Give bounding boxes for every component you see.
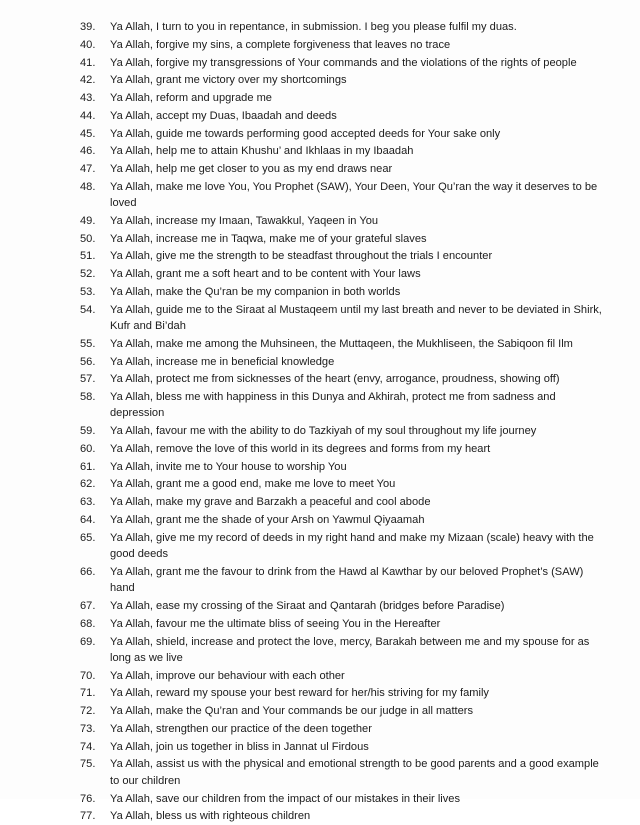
item-number: 57. (80, 373, 96, 386)
item-text: Ya Allah, grant me a soft heart and to be content with Your laws (110, 268, 421, 281)
item-text: Ya Allah, reform and upgrade me (110, 92, 272, 104)
list-item (80, 19, 610, 35)
item-text: Ya Allah, shield, increase and protect the love, mercy, Barakah between me and my spouse for as long as we live (110, 635, 590, 664)
list-item (80, 634, 610, 667)
item-text: Ya Allah, give me the strength to be steadfast throughout the trials I encounter (110, 250, 493, 263)
item-text: Ya Allah, give me my record of deeds in my right hand and make my Mizaan (scale) heavy with the good deeds (110, 531, 594, 561)
item-text: Ya Allah, guide me to the Siraat al Mustaqeem until my last breath and never to be deviated in Shirk, Kufr and Bi’dah (110, 303, 602, 333)
item-number: 51. (80, 250, 96, 263)
list-item (80, 685, 610, 701)
item-number: 69. (80, 635, 96, 648)
item-text: Ya Allah, favour me with the ability to do Tazkiyah of my soul throughout my life journey (110, 425, 537, 438)
list-item (80, 284, 610, 300)
item-number: 59. (80, 425, 96, 438)
item-number: 70. (80, 669, 96, 682)
list-item (80, 37, 610, 53)
item-text: Ya Allah, protect me from sicknesses of the heart (envy, arrogance, proudness, showing off) (110, 373, 560, 386)
list-item (80, 266, 610, 282)
dua-list (80, 19, 610, 825)
list-item (80, 72, 610, 88)
list-item (80, 126, 610, 142)
item-text: Ya Allah, invite me to Your house to worship You (110, 460, 347, 473)
item-text: Ya Allah, make me love You, You Prophet (SAW), Your Deen, Your Qu’ran the way it deserves to be loved (110, 180, 598, 210)
item-number: 74. (80, 740, 96, 753)
item-number: 43. (80, 92, 96, 104)
list-item (80, 389, 610, 422)
item-text: Ya Allah, forgive my transgressions of Your commands and the violations of the rights of people (110, 56, 577, 69)
item-number: 72. (80, 705, 96, 718)
item-text: Ya Allah, help me get closer to you as my end draws near (110, 163, 393, 175)
item-number: 65. (80, 531, 96, 544)
item-text: Ya Allah, improve our behaviour with each other (110, 669, 345, 682)
item-number: 60. (80, 442, 96, 455)
list-item (80, 90, 610, 106)
item-text: Ya Allah, accept my Duas, Ibaadah and deeds (110, 109, 337, 122)
list-item (80, 598, 610, 614)
item-number: 76. (80, 792, 96, 805)
item-number: 67. (80, 600, 96, 613)
item-text: Ya Allah, grant me the favour to drink from the Hawd al Kawthar by our beloved Prophet’s (SAW) hand (110, 565, 584, 595)
item-number: 64. (80, 513, 96, 526)
item-number: 42. (80, 74, 96, 87)
item-text: Ya Allah, make me among the Muhsineen, the Muttaqeen, the Mukhliseen, the Sabiqoon fil Ilm (110, 337, 573, 350)
item-number: 39. (80, 21, 96, 33)
item-text: Ya Allah, strengthen our practice of the deen together (110, 722, 372, 735)
list-item (80, 161, 610, 177)
item-number: 68. (80, 617, 96, 630)
item-number: 71. (80, 687, 96, 700)
item-number: 47. (80, 163, 96, 175)
list-item (80, 371, 610, 387)
item-text: Ya Allah, save our children from the impact of our mistakes in their lives (110, 792, 461, 805)
item-text: Ya Allah, I turn to you in repentance, in submission. I beg you please fulfil my duas. (110, 21, 517, 33)
item-text: Ya Allah, increase me in beneficial knowledge (110, 355, 335, 368)
item-text: Ya Allah, ease my crossing of the Siraat and Qantarah (bridges before Paradise) (110, 600, 505, 613)
item-number: 55. (80, 337, 96, 350)
item-text: Ya Allah, grant me the shade of your Arsh on Yawmul Qiyaamah (110, 513, 425, 526)
item-text: Ya Allah, assist us with the physical and emotional strength to be good parents and a good example to our children (110, 758, 599, 787)
item-text: Ya Allah, grant me victory over my shortcomings (110, 74, 347, 87)
item-number: 75. (80, 758, 96, 771)
item-number: 53. (80, 285, 96, 298)
item-text: Ya Allah, bless us with righteous children (110, 810, 311, 823)
list-item (80, 703, 610, 719)
item-number: 45. (80, 127, 96, 140)
list-item (80, 213, 610, 229)
list-item (80, 616, 610, 632)
list-item (80, 143, 610, 159)
item-text: Ya Allah, remove the love of this world in its degrees and forms from my heart (110, 442, 491, 455)
item-text: Ya Allah, forgive my sins, a complete forgiveness that leaves no trace (110, 38, 451, 51)
list-item (80, 721, 610, 737)
list-item (80, 512, 610, 528)
list-item (80, 231, 610, 247)
item-number: 61. (80, 460, 96, 473)
item-text: Ya Allah, favour me the ultimate bliss of seeing You in the Hereafter (110, 617, 441, 630)
item-number: 40. (80, 38, 96, 51)
item-text: Ya Allah, increase my Imaan, Tawakkul, Yaqeen in You (110, 214, 379, 227)
item-number: 63. (80, 496, 96, 509)
item-number: 56. (80, 355, 96, 368)
item-number: 54. (80, 303, 96, 316)
item-number: 49. (80, 214, 96, 227)
item-number: 44. (80, 109, 96, 122)
item-text: Ya Allah, guide me towards performing good accepted deeds for Your sake only (110, 127, 501, 140)
item-text: Ya Allah, make the Qu’ran and Your commands be our judge in all matters (110, 705, 474, 718)
list-item (80, 179, 610, 212)
list-item (80, 756, 610, 789)
item-number: 48. (80, 180, 96, 193)
list-item (80, 248, 610, 264)
item-text: Ya Allah, reward my spouse your best reward for her/his striving for my family (110, 687, 489, 700)
list-item (80, 336, 610, 352)
item-number: 73. (80, 722, 96, 735)
item-number: 62. (80, 478, 96, 491)
item-number: 77. (80, 810, 96, 823)
list-item (80, 494, 610, 510)
item-number: 52. (80, 268, 96, 281)
list-item (80, 108, 610, 124)
item-number: 58. (80, 391, 96, 404)
list-item (80, 423, 610, 439)
list-item (80, 808, 610, 824)
list-item (80, 441, 610, 457)
list-item (80, 739, 610, 755)
list-item (80, 564, 610, 597)
item-text: Ya Allah, grant me a good end, make me love to meet You (110, 478, 396, 491)
item-text: Ya Allah, help me to attain Khushu’ and Ikhlaas in my Ibaadah (110, 145, 414, 158)
list-item (80, 668, 610, 684)
item-text: Ya Allah, increase me in Taqwa, make me of your grateful slaves (110, 232, 427, 245)
list-item (80, 476, 610, 492)
list-item (80, 530, 610, 563)
item-text: Ya Allah, make the Qu’ran be my companion in both worlds (110, 285, 401, 298)
item-text: Ya Allah, make my grave and Barzakh a peaceful and cool abode (110, 496, 431, 509)
item-text: Ya Allah, join us together in bliss in Jannat ul Firdous (110, 740, 369, 753)
list-item (80, 55, 610, 71)
item-text: Ya Allah, bless me with happiness in this Dunya and Akhirah, protect me from sadness and depression (110, 391, 556, 420)
item-number: 46. (80, 145, 96, 158)
item-number: 66. (80, 565, 96, 578)
item-number: 50. (80, 232, 96, 245)
list-item (80, 459, 610, 475)
list-item (80, 354, 610, 370)
list-item (80, 302, 610, 335)
item-number: 41. (80, 56, 96, 69)
